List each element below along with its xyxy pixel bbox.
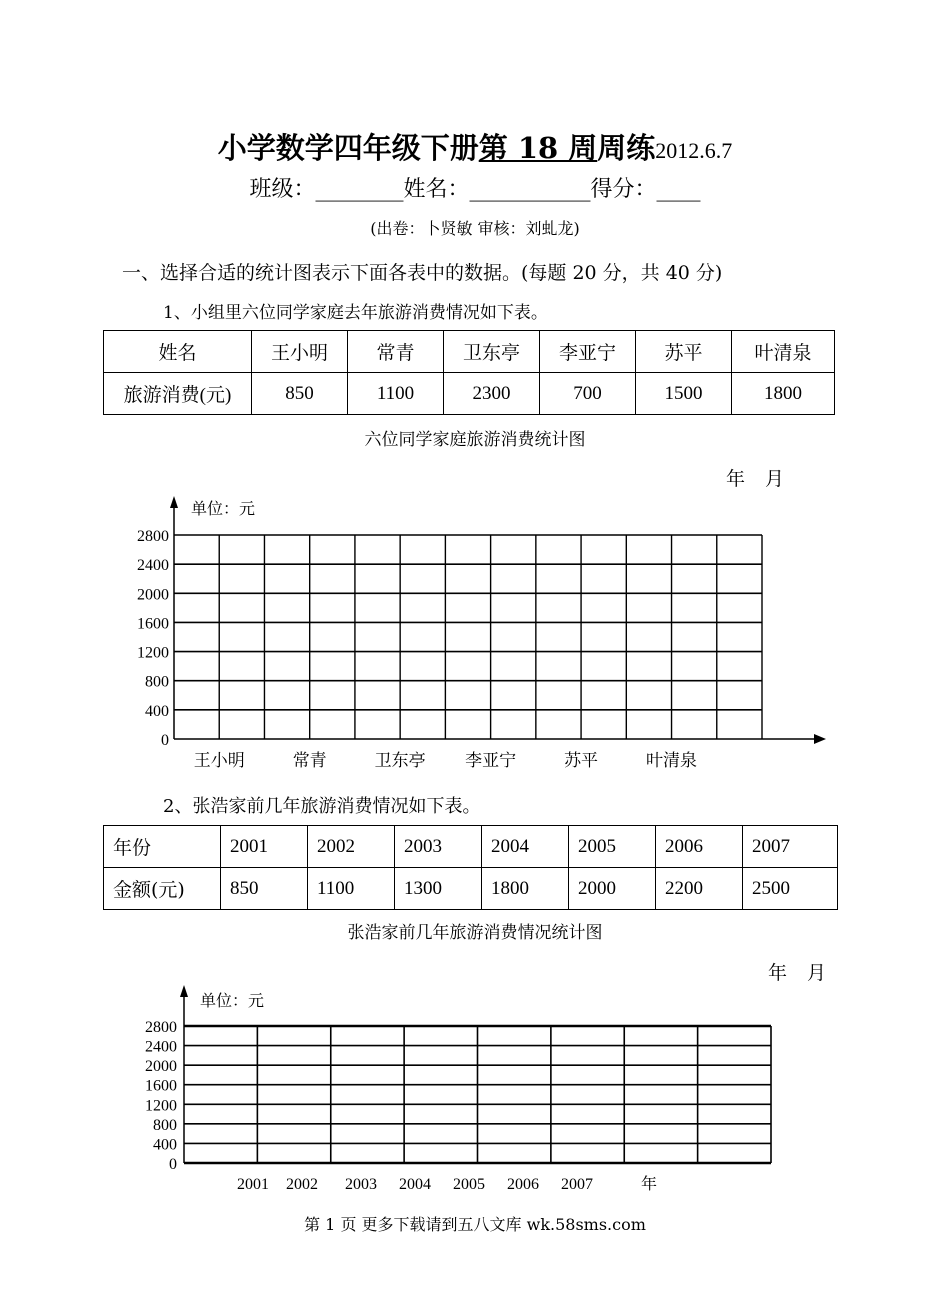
x-category-label: 王小明 — [193, 751, 245, 770]
y-axis-arrow-icon — [180, 985, 188, 997]
x-category-label: 卫东亭 — [374, 751, 426, 770]
table-cell: 1100 — [308, 868, 395, 910]
chart-1-bar-grid — [100, 480, 840, 780]
y-tick-label: 400 — [153, 1136, 177, 1154]
x-category-label: 2003 — [345, 1176, 377, 1193]
x-category-label: 2006 — [507, 1176, 539, 1193]
y-tick-label: 2800 — [137, 528, 169, 545]
table-cell: 1100 — [348, 373, 444, 415]
y-tick-label: 400 — [145, 702, 169, 720]
x-category-label: 2001 — [237, 1176, 269, 1193]
table-cell: 2002 — [308, 826, 395, 868]
y-tick-label: 1200 — [145, 1097, 177, 1115]
table-cell: 1800 — [482, 868, 569, 910]
title-main: 小学数学四年级下册 — [217, 131, 479, 165]
table-cell: 2300 — [444, 373, 540, 415]
table-cell: 1800 — [732, 373, 835, 415]
title-suffix: 周练 — [597, 131, 656, 165]
y-tick-label: 2000 — [145, 1058, 177, 1076]
table-cell: 王小明 — [252, 331, 348, 373]
title-week: 第 18 周 — [478, 131, 598, 165]
table-cell: 叶清泉 — [732, 331, 835, 373]
table-header-cell: 年份 — [104, 826, 221, 868]
page-title — [0, 126, 950, 167]
table-cell: 2006 — [656, 826, 743, 868]
chart-2-title: 张浩家前几年旅游消费情况统计图 — [347, 923, 603, 943]
table-cell: 2003 — [395, 826, 482, 868]
x-axis-unit-label: 年 — [640, 1176, 658, 1193]
student-info-line: 班级：________姓名：___________得分：____ — [249, 177, 701, 202]
y-tick-label: 1600 — [137, 615, 169, 633]
chart-2-unit-label: 单位：元 — [200, 991, 265, 1010]
y-tick-label: 0 — [169, 1156, 177, 1173]
chart-1-title: 六位同学家庭旅游消费统计图 — [364, 430, 586, 450]
table-cell: 850 — [252, 373, 348, 415]
chart-2-line-grid — [100, 975, 840, 1200]
x-category-label: 李亚宁 — [465, 751, 517, 770]
y-axis-arrow-icon — [170, 496, 178, 508]
table-cell: 1500 — [636, 373, 732, 415]
table-cell: 2001 — [221, 826, 308, 868]
x-category-label: 苏平 — [564, 751, 599, 770]
question-1-prompt: 1、小组里六位同学家庭去年旅游消费情况如下表。 — [163, 303, 548, 323]
x-category-label: 常青 — [292, 751, 327, 770]
x-category-label: 2002 — [286, 1176, 318, 1193]
table-header-cell: 旅游消费(元) — [104, 373, 252, 415]
y-tick-label: 2000 — [137, 586, 169, 604]
table-cell: 苏平 — [636, 331, 732, 373]
y-tick-label: 800 — [145, 673, 169, 691]
y-tick-label: 1200 — [137, 644, 169, 662]
consumption-table-2 — [103, 825, 838, 910]
table-header-cell: 姓名 — [104, 331, 252, 373]
table-cell: 1300 — [395, 868, 482, 910]
table-cell: 2007 — [743, 826, 838, 868]
consumption-table-1 — [103, 330, 835, 415]
x-category-label: 2004 — [399, 1176, 431, 1193]
table-cell: 常青 — [348, 331, 444, 373]
table-cell: 700 — [540, 373, 636, 415]
table-cell: 2004 — [482, 826, 569, 868]
chart-1-unit-label: 单位：元 — [191, 499, 256, 518]
table-cell: 2000 — [569, 868, 656, 910]
y-tick-label: 2800 — [145, 1019, 177, 1036]
table-cell: 850 — [221, 868, 308, 910]
table-cell: 2005 — [569, 826, 656, 868]
x-category-label: 叶清泉 — [646, 751, 698, 770]
x-axis-arrow-icon — [814, 734, 826, 744]
credit-line: (出卷：卜贤敏 审核：刘虬龙) — [370, 219, 580, 238]
y-tick-label: 1600 — [145, 1077, 177, 1095]
chart-2-date-label: 年 月 — [768, 962, 827, 984]
table-cell: 2500 — [743, 868, 838, 910]
y-tick-label: 2400 — [137, 557, 169, 575]
page-footer: 第 1 页 更多下载请到五八文库 wk.58sms.com — [304, 1215, 646, 1234]
table-cell: 李亚宁 — [540, 331, 636, 373]
table-cell: 2200 — [656, 868, 743, 910]
question-2-prompt: 2、张浩家前几年旅游消费情况如下表。 — [163, 796, 481, 817]
y-tick-label: 800 — [153, 1116, 177, 1134]
table-cell: 卫东亭 — [444, 331, 540, 373]
table-header-cell: 金额(元) — [104, 868, 221, 910]
y-tick-label: 0 — [161, 732, 169, 749]
x-category-label: 2005 — [453, 1176, 485, 1193]
x-category-label: 2007 — [561, 1176, 593, 1193]
y-tick-label: 2400 — [145, 1038, 177, 1056]
chart-1-date-label: 年 月 — [726, 468, 785, 490]
section-heading: 一、选择合适的统计图表示下面各表中的数据。(每题 20 分，共 40 分) — [122, 262, 723, 284]
title-date: 2012.6.7 — [655, 138, 733, 163]
